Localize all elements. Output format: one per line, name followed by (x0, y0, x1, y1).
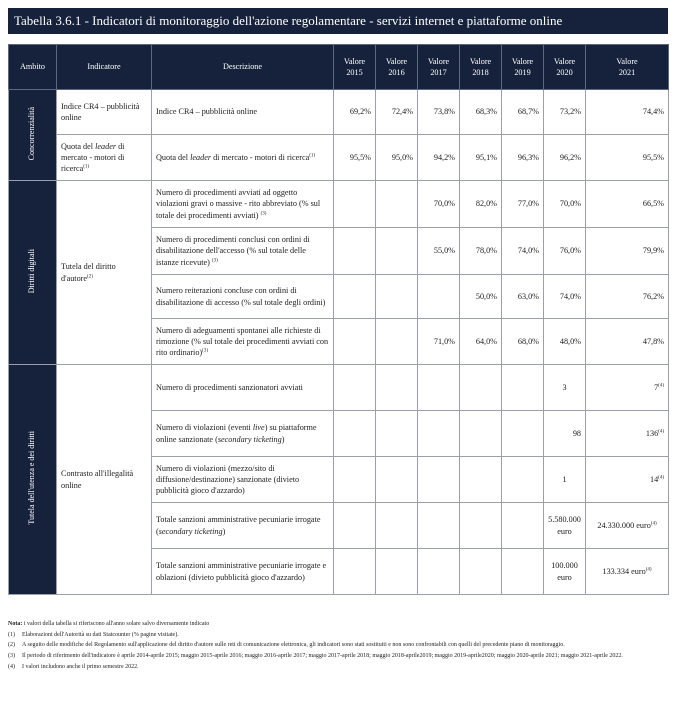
value-cell (418, 365, 460, 411)
value-cell: 77,0% (502, 181, 544, 228)
description-text: Numero di violazioni (mezzo/sito di diffusione/destinazione) sanzionate (divieto pubblicità gioco d'azzardo) (156, 463, 300, 496)
footnote-text: A seguito delle modifiche del Regolamento sull'applicazione del diritto d'autore sulle reti di comunicazione elettronica, gli indicatori sono stati sostituiti e non sono confrontabili con quelli del precedente piano di monitoraggio. (22, 642, 565, 649)
value-cell: 71,0% (418, 319, 460, 365)
value-cell-2020: 98 (544, 411, 586, 457)
value-cell (376, 503, 418, 549)
indicator-cell (57, 135, 152, 181)
value-cell: 74,0% (502, 228, 544, 275)
monitoring-table (8, 44, 669, 595)
header-year: 2020 (556, 68, 573, 77)
footnote-number: (2) (8, 642, 15, 649)
description-em: secondary ticketing (158, 526, 223, 536)
indicator-label: Indice CR4 – pubblicità online (61, 101, 140, 122)
description-post: ) (281, 434, 285, 444)
value-cell: 95,0% (376, 135, 418, 181)
value-cell (376, 411, 418, 457)
header-year: 2021 (618, 68, 636, 77)
footnote-number: (3) (8, 653, 15, 660)
header-valore-label: Valore (616, 56, 638, 66)
value-cell-2020: 5.580.000 euro (544, 503, 586, 549)
description-text: Numero di procedimenti conclusi con ordini di disabilitazione dell'accesso (% sul totale delle istanze ricevute) (156, 235, 310, 267)
table-title: Tabella 3.6.1 - Indicatori di monitoraggio dell'azione regolamentare - servizi internet e piattaforme online (8, 8, 668, 34)
header-valore-2015 (334, 45, 376, 90)
footnote-ref: (1) (309, 153, 316, 159)
footnote-2 (8, 641, 668, 650)
indicator-label-post: di mercato - motori di ricerca (61, 141, 125, 174)
description-text: Numero reiterazioni concluse con ordini di disabilitazione di accesso (% sul totale degli ordini) (156, 286, 326, 307)
value-cell (502, 503, 544, 549)
value-cell (334, 275, 376, 319)
header-valore-2021 (586, 45, 669, 90)
table-notes (8, 620, 668, 673)
value-cell (460, 457, 502, 503)
value-cell (460, 365, 502, 411)
indicator-cell (57, 90, 152, 135)
footnote-ref: (4) (658, 475, 664, 481)
header-year: 2015 (346, 68, 363, 77)
value-cell-2021 (586, 365, 669, 411)
value-cell (460, 503, 502, 549)
header-valore-label: Valore (553, 56, 576, 66)
footnote-ref: (3) (211, 257, 218, 263)
footnote-ref: (4) (650, 521, 657, 527)
note-text: i valori della tabella si riferiscono all'anno solare salvo diversamente indicato (23, 621, 210, 627)
indicator-label-pre: Quota del (61, 141, 96, 151)
table-row (9, 90, 669, 135)
value-cell (460, 411, 502, 457)
value-cell (418, 275, 460, 319)
value-cell: 79,9% (586, 228, 669, 275)
footnote-text: Elaborazioni dell'Autorità su dati Statcounter (% pagine visitate). (22, 631, 179, 638)
description-cell (152, 411, 334, 457)
value-cell (334, 228, 376, 275)
value-cell-2021 (586, 411, 669, 457)
value-cell-2021 (586, 457, 669, 503)
footnote-ref: (1) (83, 164, 90, 170)
value-cell: 76,0% (544, 228, 586, 275)
footnote-ref: (4) (658, 429, 664, 435)
description-cell (152, 228, 334, 275)
header-year: 2018 (472, 68, 489, 77)
description-post: ) (222, 526, 226, 536)
header-valore-label: Valore (427, 56, 450, 66)
value-cell: 95,5% (334, 135, 376, 181)
value-cell (418, 549, 460, 595)
footnote-ref: (3) (202, 348, 208, 354)
description-cell (152, 135, 334, 181)
header-valore-2017 (418, 45, 460, 90)
value-cell: 73,2% (544, 90, 586, 135)
footnote-number: (1) (8, 631, 15, 638)
description-pre: Numero di violazioni (eventi (156, 423, 253, 433)
note-label: Nota: (8, 621, 23, 627)
header-year: 2019 (514, 68, 531, 77)
value-cell: 69,2% (334, 90, 376, 135)
value-cell (418, 457, 460, 503)
description-em: leader (190, 152, 212, 162)
value-cell: 47,8% (586, 319, 669, 365)
value-cell: 73,8% (418, 90, 460, 135)
ambito-cell (9, 181, 57, 365)
header-indicatore: Indicatore (57, 45, 152, 90)
value-cell-2020: 100.000 euro (544, 549, 586, 595)
description-text: Indice CR4 – pubblicità online (156, 107, 257, 117)
value-cell-2020: 1 (544, 457, 586, 503)
description-cell (152, 181, 334, 228)
value-cell (418, 411, 460, 457)
value-2021: 136 (645, 428, 659, 438)
value-cell (376, 275, 418, 319)
value-cell (376, 181, 418, 228)
value-cell: 76,2% (586, 275, 669, 319)
value-cell (376, 365, 418, 411)
description-cell (152, 457, 334, 503)
value-cell (376, 228, 418, 275)
value-2021: 7 (654, 382, 659, 392)
header-valore-2019 (502, 45, 544, 90)
value-cell (334, 549, 376, 595)
value-cell: 95,1% (460, 135, 502, 181)
ambito-cell (9, 365, 57, 595)
value-cell (502, 365, 544, 411)
description-cell (152, 365, 334, 411)
value-cell (376, 319, 418, 365)
value-cell: 72,4% (376, 90, 418, 135)
value-cell: 66,5% (586, 181, 669, 228)
footnote-ref: (4) (645, 567, 652, 573)
value-2021: 133.334 euro (602, 566, 646, 576)
footnote-text: I valori includono anche il primo semestre 2022. (22, 663, 139, 670)
value-cell: 64,0% (460, 319, 502, 365)
footnote-text: Il periodo di riferimento dell'indicatore è aprile 2014-aprile 2015; maggio 2015-aprile 2016; maggio 2016-aprile 2017; maggio 2017-aprile 2018; maggio 2018-aprile2019; maggio 2019-aprile2020; maggio 2020-aprile 2021; maggio 2021-aprile 2022. (22, 653, 623, 660)
value-cell: 70,0% (544, 181, 586, 228)
value-cell: 82,0% (460, 181, 502, 228)
ambito-cell (9, 90, 57, 181)
description-pre: Quota del (156, 152, 191, 162)
header-valore-2020 (544, 45, 586, 90)
footnote-1 (8, 631, 668, 640)
description-em: live (252, 423, 265, 433)
value-cell: 78,0% (460, 228, 502, 275)
description-post: ) su piattaforme online sanzionate ( (156, 423, 317, 444)
header-ambito: Ambito (9, 45, 57, 90)
value-cell (334, 503, 376, 549)
value-cell (334, 457, 376, 503)
description-cell (152, 90, 334, 135)
indicator-cell (57, 181, 152, 365)
ambito-label: Concorrenzialità (27, 106, 37, 161)
header-valore-label: Valore (511, 56, 534, 66)
value-cell: 50,0% (460, 275, 502, 319)
value-cell (502, 457, 544, 503)
ambito-label: Tutela dell'utenza e dei diritti (27, 431, 37, 525)
value-cell: 96,3% (502, 135, 544, 181)
header-valore-label: Valore (343, 56, 366, 66)
value-cell (502, 411, 544, 457)
header-year: 2017 (430, 68, 447, 77)
value-cell-2021 (586, 503, 669, 549)
value-cell: 70,0% (418, 181, 460, 228)
value-cell: 94,2% (418, 135, 460, 181)
table-row (9, 365, 669, 411)
description-cell (152, 503, 334, 549)
description-text: Numero di adeguamenti spontanei alle richieste di rimozione (% sul totale dei procedimenti avviati con rito ordinario) (156, 325, 329, 358)
value-cell: 96,2% (544, 135, 586, 181)
note-main (8, 620, 668, 629)
value-cell (376, 549, 418, 595)
indicator-label: Tutela del diritto d'autore (61, 262, 116, 283)
value-cell: 55,0% (418, 228, 460, 275)
footnote-number: (4) (8, 663, 15, 670)
value-cell: 68,7% (502, 90, 544, 135)
value-cell-2021 (586, 549, 669, 595)
footnote-ref: (3) (260, 210, 267, 216)
value-2021: 14 (649, 474, 659, 484)
value-cell (502, 549, 544, 595)
table-row (9, 181, 669, 228)
footnote-ref: (2) (87, 273, 93, 279)
header-descrizione: Descrizione (152, 45, 334, 90)
value-cell-2020: 3 (544, 365, 586, 411)
footnote-ref: (4) (658, 383, 664, 389)
header-year: 2016 (388, 68, 405, 77)
value-cell (418, 503, 460, 549)
footnote-3 (8, 652, 668, 661)
value-cell: 74,0% (544, 275, 586, 319)
description-cell (152, 319, 334, 365)
value-cell (460, 549, 502, 595)
value-cell: 68,0% (502, 319, 544, 365)
value-cell: 68,3% (460, 90, 502, 135)
header-valore-label: Valore (385, 56, 408, 66)
description-pre: Totale sanzioni amministrative pecuniarie irrogate ( (156, 515, 321, 536)
indicator-label-em: leader (95, 141, 117, 151)
value-cell (334, 411, 376, 457)
description-text: Numero di procedimenti sanzionatori avviati (156, 382, 303, 392)
table-row (9, 135, 669, 181)
description-cell (152, 549, 334, 595)
description-em: secondary ticketing (217, 434, 282, 444)
value-cell: 74,4% (586, 90, 669, 135)
value-cell: 95,5% (586, 135, 669, 181)
indicator-label: Contrasto all'illegalità online (61, 469, 134, 490)
description-text: Totale sanzioni amministrative pecuniarie irrogate e oblazioni (divieto pubblicità gioco d'azzardo) (156, 561, 327, 582)
header-valore-label: Valore (469, 56, 492, 66)
header-valore-2018 (460, 45, 502, 90)
indicator-cell (57, 365, 152, 595)
description-cell (152, 275, 334, 319)
value-cell (334, 319, 376, 365)
value-cell (334, 181, 376, 228)
ambito-label: Diritti digitali (27, 248, 37, 294)
description-post: di mercato - motori di ricerca (211, 152, 310, 162)
header-valore-2016 (376, 45, 418, 90)
value-cell (334, 365, 376, 411)
footnote-4 (8, 663, 668, 672)
value-2021: 24.330.000 euro (597, 520, 651, 530)
value-cell: 48,0% (544, 319, 586, 365)
value-cell (376, 457, 418, 503)
description-text: Numero di procedimenti avviati ad oggetto violazioni gravi o massive - rito abbreviato (% sul totale dei procedimenti avviati) (156, 188, 321, 220)
header-row (9, 45, 669, 90)
value-cell: 63,0% (502, 275, 544, 319)
